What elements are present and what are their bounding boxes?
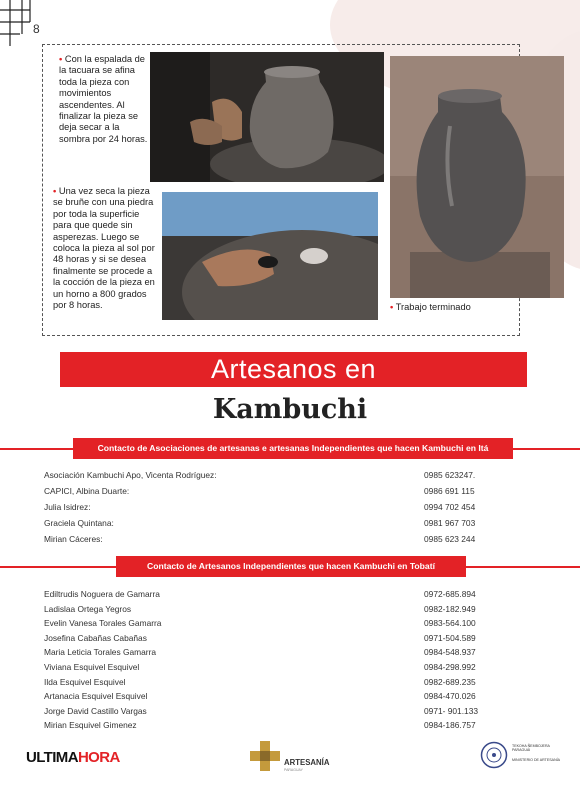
contact-name: Maria Leticia Torales Gamarra xyxy=(44,647,157,658)
contact-row xyxy=(44,604,484,618)
process-step-2 xyxy=(53,186,155,311)
logo-text-ultima: ULTIMA xyxy=(26,749,78,766)
contact-row xyxy=(44,502,484,516)
ultimahora-logo xyxy=(26,749,120,766)
contact-phone: 0984-298.992 xyxy=(424,662,476,672)
photo-shaping-pot xyxy=(150,52,384,182)
government-logo xyxy=(480,741,560,771)
contact-row xyxy=(44,618,484,632)
contact-phone: 0971- 901.133 xyxy=(424,705,479,716)
contact-row xyxy=(44,589,484,603)
contact-name: Ediltrudis Noguera de Gamarra xyxy=(44,589,160,599)
contact-phone: 0986 691 115 xyxy=(424,486,475,496)
contact-name: Ladislaa Ortega Yegros xyxy=(44,603,132,614)
contact-name: Asociación Kambuchi Apo, Vicenta Rodríguez: xyxy=(44,470,217,480)
contact-row xyxy=(44,534,484,548)
contact-phone: 0985 623247. xyxy=(424,470,476,480)
artesania-mark-icon xyxy=(250,741,282,775)
contact-row xyxy=(44,662,484,676)
contact-row xyxy=(44,677,484,691)
contact-row xyxy=(44,706,484,720)
contact-name: Mirian Esquivel Gimenez xyxy=(44,720,137,731)
contact-name: Ilda Esquivel Esquivel xyxy=(44,676,126,687)
step-text: Trabajo terminado xyxy=(395,302,471,312)
contact-row xyxy=(44,647,484,661)
section-heading-tobati: Contacto de Artesanos Independientes que hacen Kambuchi en Tobatí xyxy=(116,556,466,577)
contact-phone: 0982-689.235 xyxy=(424,676,476,687)
bullet-icon: • xyxy=(53,186,57,196)
contact-name: Viviana Esquivel Esquivel xyxy=(44,662,140,672)
artesania-sub: PARAGUAY xyxy=(284,768,303,772)
contact-row xyxy=(44,518,484,532)
step-text: Una vez seca la pieza se bruñe con una piedra por toda la superficie para que quede sin asperezas. Luego se coloca la pieza al sol por 48 horas y si se desea finalmente se procede a la cocción de la pieza en un horno a 800 grados por 8 horas. xyxy=(53,186,155,311)
logo-text-hora: HORA xyxy=(77,749,120,766)
contact-row xyxy=(44,691,484,705)
government-line-1: TEKOHA ÑEMBOJERA PARAGUÁI xyxy=(512,744,550,753)
contact-row xyxy=(44,486,484,500)
contact-name: Julia Isidrez: xyxy=(44,502,91,512)
contact-name: Graciela Quintana: xyxy=(44,518,114,528)
contact-name: Evelin Vanesa Torales Gamarra xyxy=(44,618,162,629)
contact-row xyxy=(44,470,484,484)
artesania-logo xyxy=(250,741,340,777)
contact-phone: 0982-182.949 xyxy=(424,603,476,614)
contact-name: CAPICI, Albina Duarte: xyxy=(44,486,130,496)
step-text: Con la espalada de la tacuara se afina toda la pieza con movimientos ascendentes. Al finalizar la pieza se deja secar a la sombra por 24 horas. xyxy=(59,54,148,144)
contact-name: Josefina Cabañas Cabañas xyxy=(44,632,147,643)
page-title-kambuchi: Kambuchi xyxy=(212,394,368,425)
contact-row xyxy=(44,633,484,647)
contact-phone: 0971-504.589 xyxy=(424,632,476,643)
government-seal-icon xyxy=(480,741,508,769)
photo-finished-pot xyxy=(390,56,564,298)
government-line-2: MINISTERIO DE ARTESANÍA xyxy=(512,758,561,762)
process-step-3 xyxy=(390,302,520,313)
artesania-name: ARTESANÍA xyxy=(284,758,330,767)
page-title-banner: Artesanos en xyxy=(60,352,527,387)
contact-phone: 0983-564.100 xyxy=(424,618,476,629)
contact-phone: 0994 702 454 xyxy=(424,502,476,512)
contact-phone: 0981 967 703 xyxy=(424,518,476,528)
section-heading-ita: Contacto de Asociaciones de artesanas e artesanas Independientes que hacen Kambuchi en Itá xyxy=(73,438,513,459)
contact-phone: 0984-470.026 xyxy=(424,691,476,702)
contact-name: Jorge David Castillo Vargas xyxy=(44,705,147,716)
page-number: 8 xyxy=(33,22,40,36)
bullet-icon: • xyxy=(390,302,394,312)
contact-phone: 0984-548.937 xyxy=(424,647,476,658)
contact-name: Artanacia Esquivel Esquivel xyxy=(44,691,148,702)
contact-phone: 0985 623 244 xyxy=(424,534,476,544)
photo-burnishing-pot xyxy=(162,192,378,320)
process-step-1 xyxy=(59,54,149,145)
contact-phone: 0984-186.757 xyxy=(424,720,476,731)
contact-phone: 0972-685.894 xyxy=(424,589,476,599)
contact-name: Mirian Cáceres: xyxy=(44,534,103,544)
contact-row xyxy=(44,720,484,734)
bullet-icon: • xyxy=(59,54,63,64)
